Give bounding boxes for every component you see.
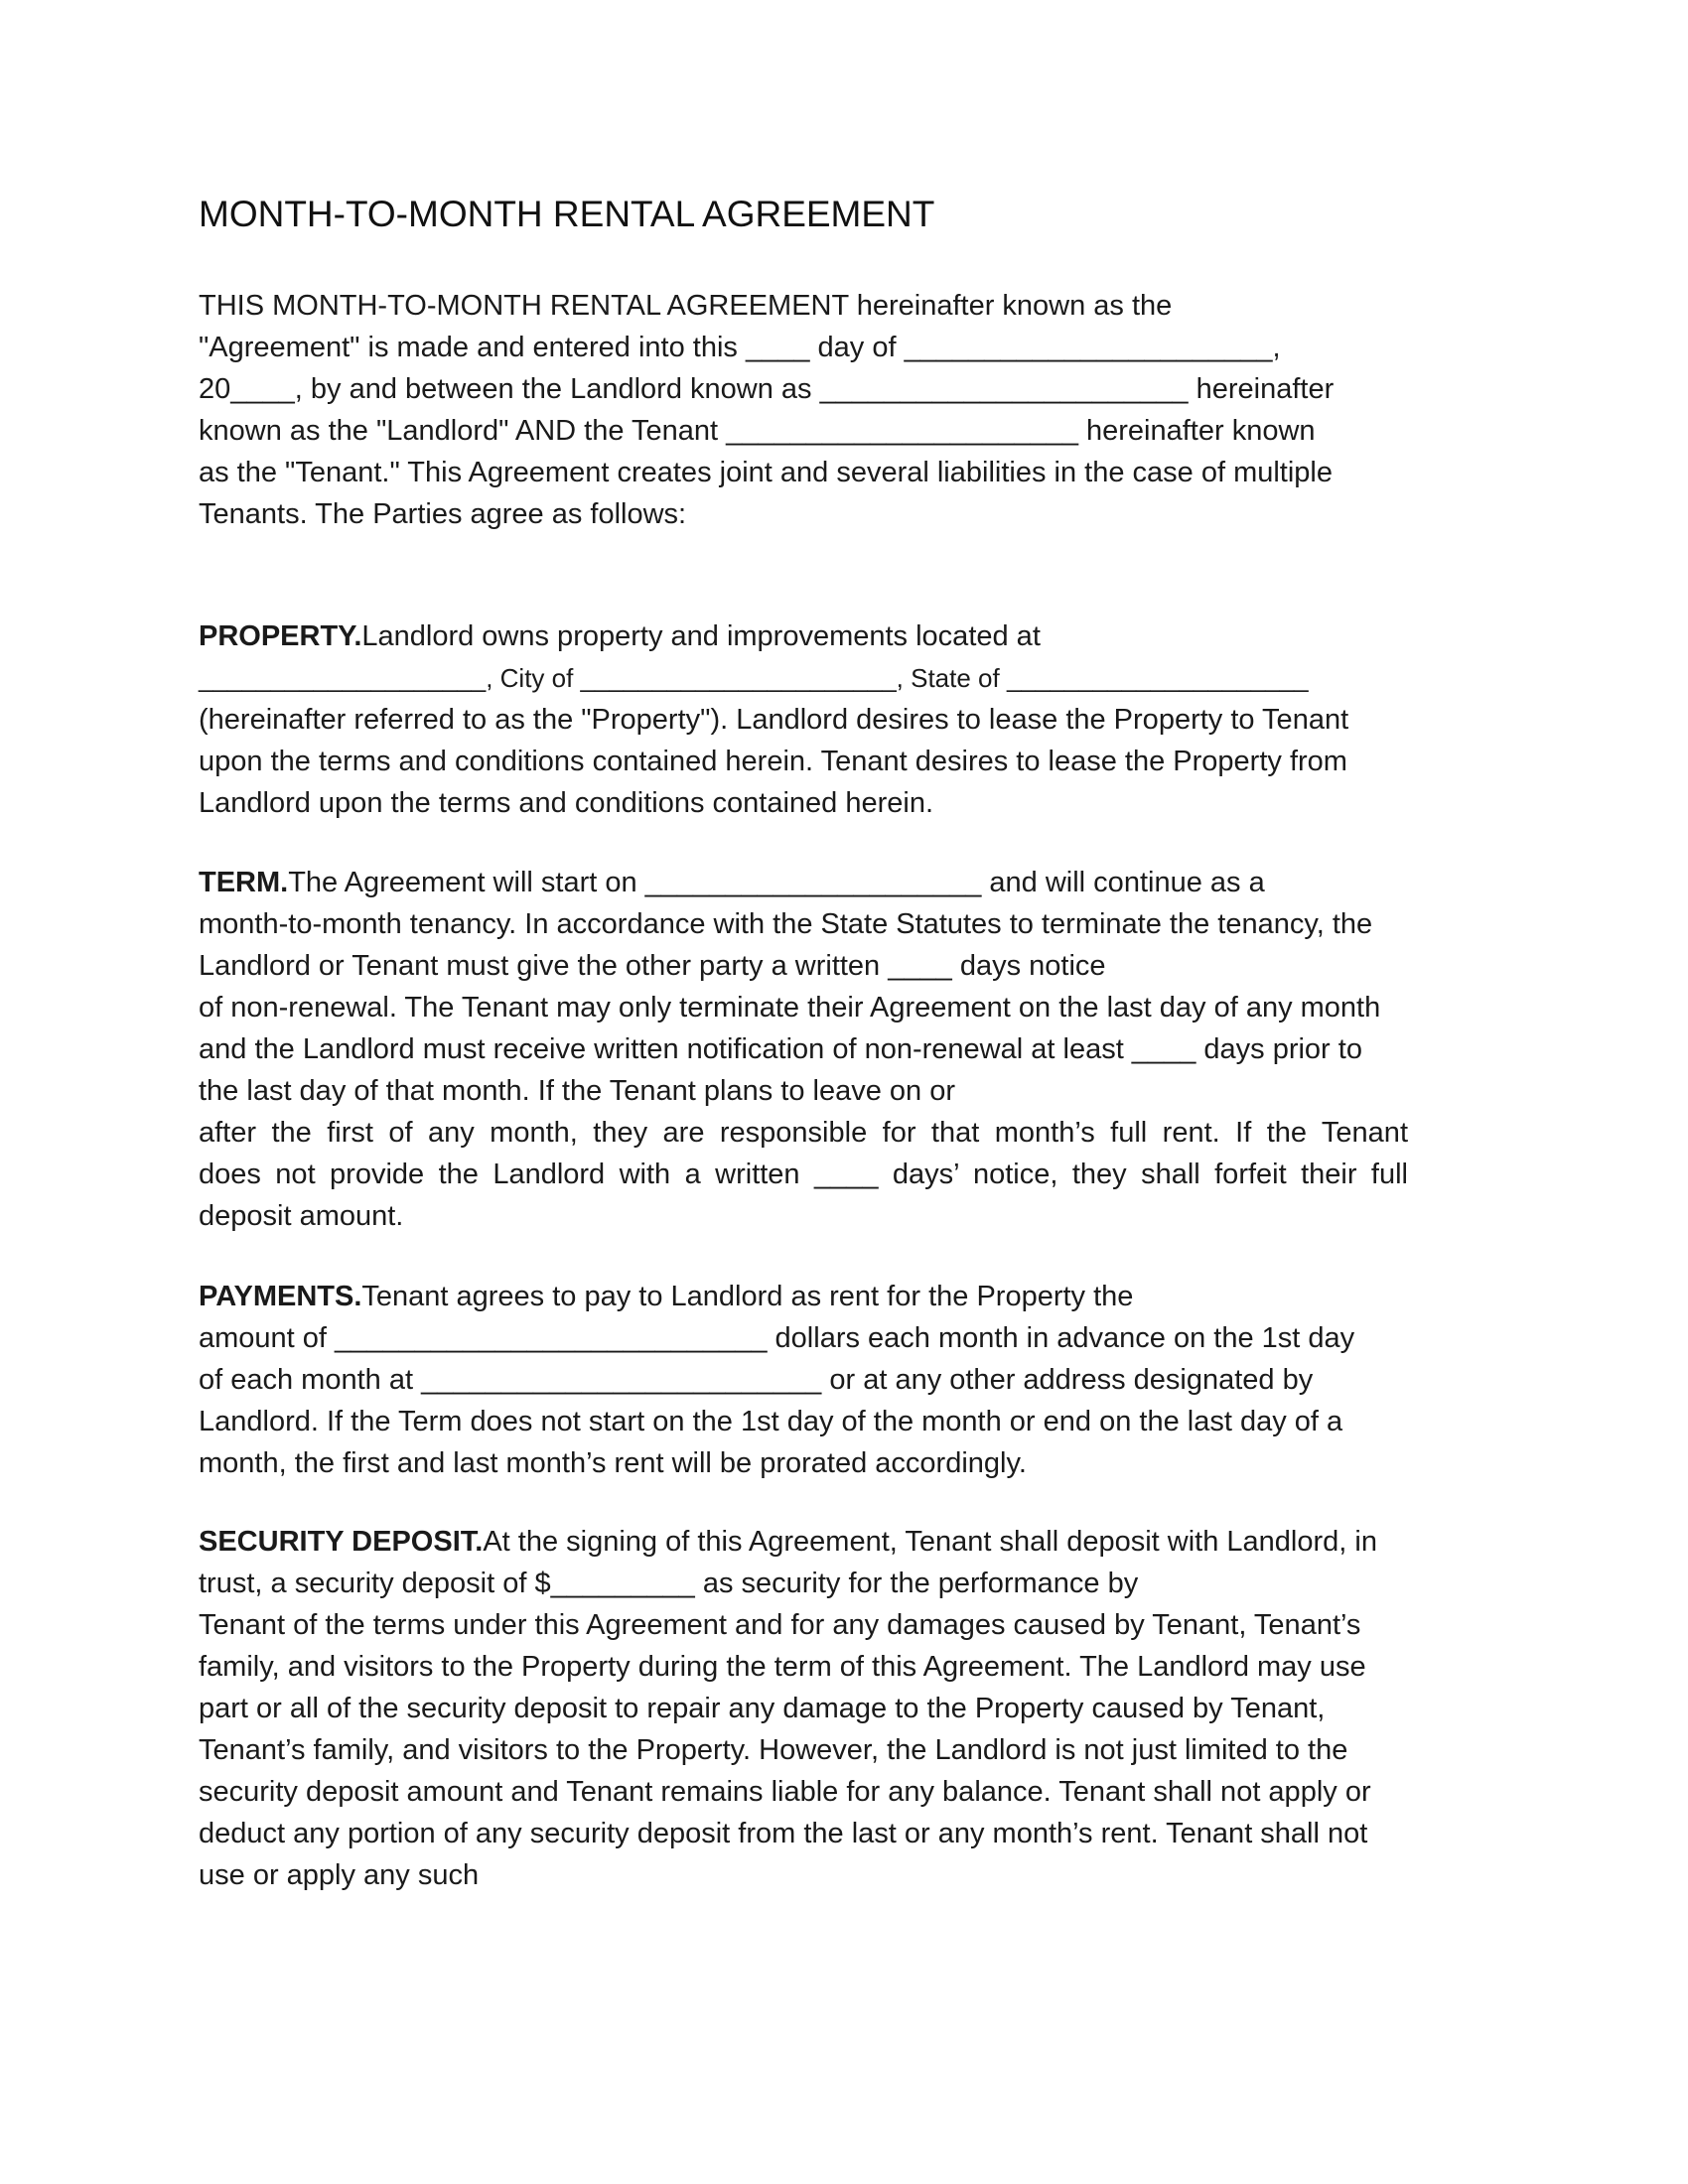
security-deposit-line: Tenant’s family, and visitors to the Property. However, the Landlord is not just limited to the: [199, 1734, 1348, 1766]
payments-line: Landlord. If the Term does not start on the 1st day of the month or end on the last day of a: [199, 1406, 1343, 1437]
security-deposit-text: At the signing of this Agreement, Tenant shall deposit with Landlord, in: [483, 1526, 1377, 1558]
security-deposit-line: use or apply any such: [199, 1859, 480, 1891]
term-justified-line: does not provide the Landlord with a written ____ days’ notice, they shall forfeit their full: [199, 1159, 1408, 1190]
term-justified-line: after the first of any month, they are responsible for that month’s full rent. If the Tenant: [199, 1117, 1408, 1149]
security-deposit-first-line: [199, 1521, 1489, 1563]
term-line: of non-renewal. The Tenant may only terminate their Agreement on the last day of any month: [199, 992, 1381, 1024]
payments-line: amount of ___________________________ dollars each month in advance on the 1st day: [199, 1322, 1355, 1354]
security-deposit-line: security deposit amount and Tenant remains liable for any balance. Tenant shall not apply or: [199, 1776, 1371, 1808]
payments-text: Tenant agrees to pay to Landlord as rent for the Property the: [361, 1281, 1134, 1312]
payments-heading: PAYMENTS.: [199, 1281, 362, 1312]
term-last-line: deposit amount.: [199, 1200, 404, 1232]
intro-line: THIS MONTH-TO-MONTH RENTAL AGREEMENT hereinafter known as the: [199, 290, 1173, 322]
term-line: Landlord or Tenant must give the other party a written ____ days notice: [199, 950, 1106, 982]
term-line: and the Landlord must receive written notification of non-renewal at least ____ days prior to: [199, 1033, 1362, 1065]
intro-line: known as the "Landlord" AND the Tenant ______________________ hereinafter known: [199, 415, 1316, 447]
intro-paragraph: [199, 285, 1489, 535]
term-section: [199, 862, 1489, 1237]
security-deposit-line: family, and visitors to the Property during the term of this Agreement. The Landlord may use: [199, 1651, 1366, 1683]
term-line: month-to-month tenancy. In accordance with the State Statutes to terminate the tenancy, the: [199, 908, 1373, 940]
document-title: MONTH-TO-MONTH RENTAL AGREEMENT: [199, 194, 935, 234]
property-address-line: ____________________, City of ______________________, State of _____________________: [199, 663, 1309, 693]
payments-line: month, the first and last month’s rent will be prorated accordingly.: [199, 1447, 1027, 1479]
security-deposit-line: trust, a security deposit of $_________ as security for the performance by: [199, 1568, 1139, 1599]
property-heading: PROPERTY.: [199, 620, 362, 652]
term-text: The Agreement will start on _____________________ and will continue as a: [288, 867, 1265, 898]
security-deposit-line: Tenant of the terms under this Agreement and for any damages caused by Tenant, Tenant’s: [199, 1609, 1361, 1641]
property-first-line: [199, 615, 1489, 657]
property-section: [199, 615, 1489, 824]
security-deposit-heading: SECURITY DEPOSIT.: [199, 1526, 484, 1558]
property-line: (hereinafter referred to as the "Property"). Landlord desires to lease the Property to Tenant: [199, 704, 1349, 736]
property-line: upon the terms and conditions contained herein. Tenant desires to lease the Property from: [199, 746, 1347, 777]
intro-line: as the "Tenant." This Agreement creates joint and several liabilities in the case of multiple: [199, 457, 1334, 488]
intro-line: Tenants. The Parties agree as follows:: [199, 498, 687, 530]
security-deposit-line: part or all of the security deposit to repair any damage to the Property caused by Tenant,: [199, 1693, 1326, 1724]
payments-section: [199, 1276, 1489, 1484]
property-line: Landlord upon the terms and conditions contained herein.: [199, 787, 934, 819]
term-line: the last day of that month. If the Tenant plans to leave on or: [199, 1075, 956, 1107]
term-first-line: [199, 862, 1489, 903]
intro-line: "Agreement" is made and entered into this ____ day of _______________________,: [199, 332, 1281, 363]
payments-first-line: [199, 1276, 1489, 1317]
security-deposit-line: deduct any portion of any security deposit from the last or any month’s rent. Tenant shall not: [199, 1818, 1368, 1849]
term-heading: TERM.: [199, 867, 289, 898]
payments-line: of each month at _________________________ or at any other address designated by: [199, 1364, 1314, 1396]
property-text: Landlord owns property and improvements located at: [361, 620, 1041, 652]
security-deposit-section: [199, 1521, 1489, 1896]
intro-line: 20____, by and between the Landlord known as _______________________ hereinafter: [199, 373, 1335, 405]
